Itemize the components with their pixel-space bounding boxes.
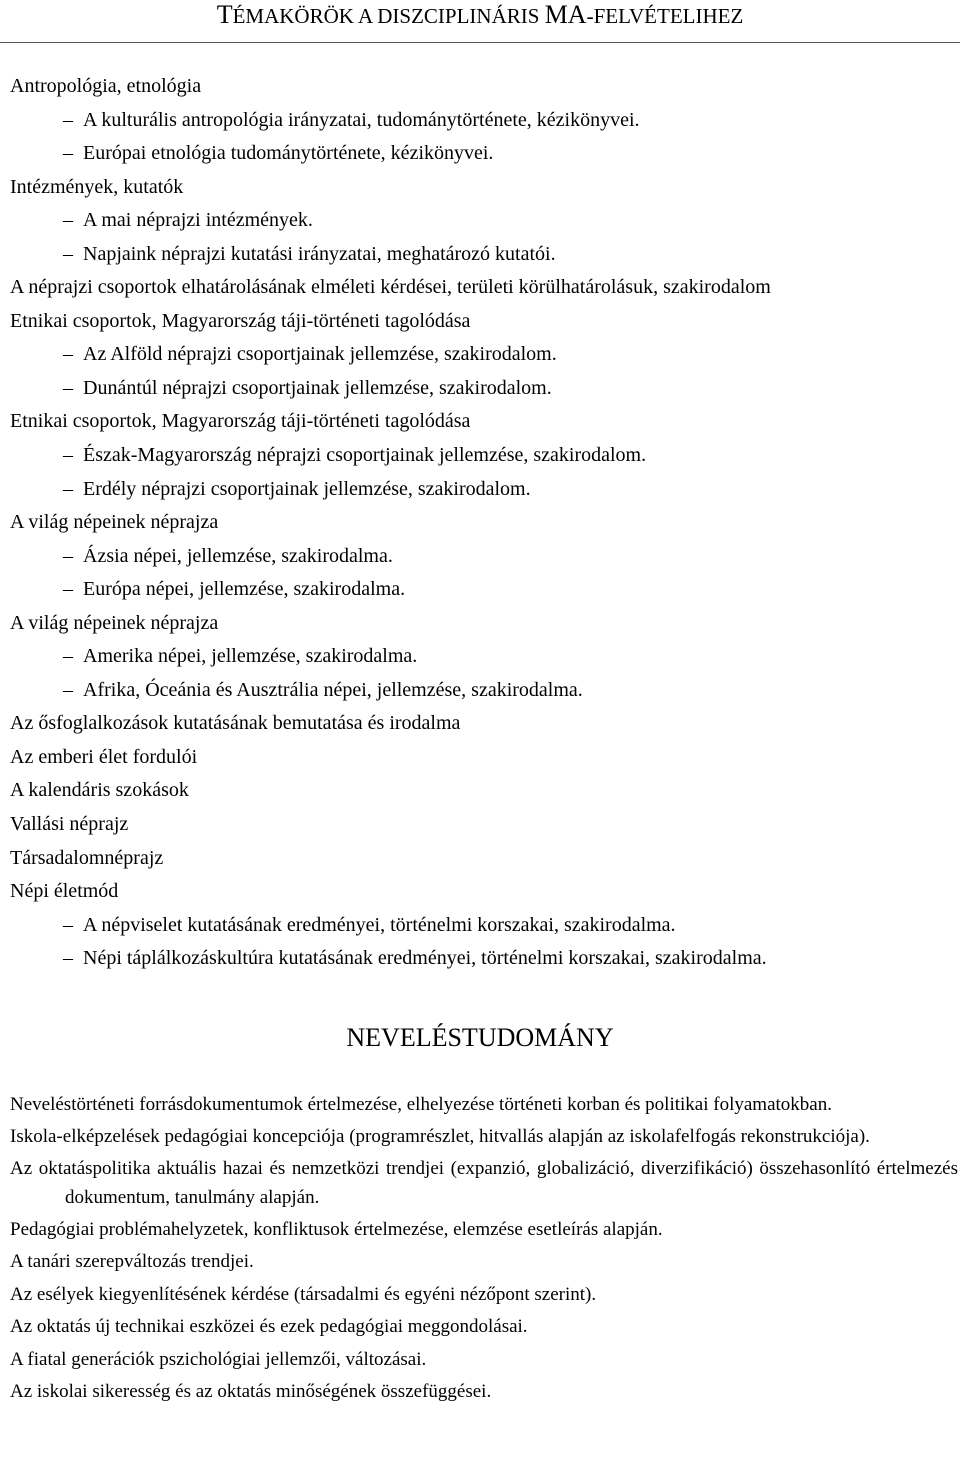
page-title [0, 0, 960, 31]
topic-heading [10, 405, 955, 439]
topic-heading [10, 842, 955, 876]
topic-text: Amerika népei, jellemzése, szakirodalma. [83, 645, 418, 668]
topic-heading [10, 607, 955, 641]
title-ma: MA [544, 0, 587, 29]
topic-subitem [10, 540, 955, 574]
education-topic-item: Neveléstörténeti forrásdokumentumok értelmezése, elhelyezése történeti korban és politikai folyamatokban. [10, 1094, 832, 1115]
topic-text: Antropológia, etnológia [10, 75, 202, 97]
topic-text: A néprajzi csoportok elhatárolásának elméleti kérdései, területi körülhatárolásuk, szakirodalom [10, 276, 771, 299]
dash-bullet: – [63, 444, 73, 467]
topic-text: Társadalomnéprajz [10, 846, 164, 869]
dash-bullet: – [63, 544, 73, 567]
topic-text: Intézmények, kutatók [10, 175, 184, 198]
dash-bullet: – [63, 209, 73, 232]
topic-heading [10, 506, 955, 540]
dash-bullet: – [63, 678, 73, 701]
section-title: NEVELÉSTUDOMÁNY [346, 1023, 614, 1052]
topic-subitem [10, 372, 955, 406]
topic-subitem [10, 909, 955, 943]
education-topic-item: A tanári szerepváltozás trendjei. [10, 1251, 254, 1273]
dash-bullet: – [63, 142, 73, 165]
dash-bullet: – [63, 578, 73, 601]
topic-text: A világ népeinek néprajza [10, 611, 219, 634]
topic-subitem [10, 640, 955, 674]
topic-subitem [10, 338, 955, 372]
topic-text: Az emberi élet fordulói [10, 745, 198, 768]
topic-heading [10, 707, 955, 741]
topic-text: Napjaink néprajzi kutatási irányzatai, meghatározó kutatói. [83, 242, 556, 265]
education-topic-item: Iskola-elképzelések pedagógiai koncepciója (programrészlet, hitvallás alapján az iskolafelfogás rekonstrukciója). [10, 1126, 870, 1147]
topic-text: Észak-Magyarország néprajzi csoportjainak jellemzése, szakirodalom. [83, 444, 647, 467]
topic-text: Etnikai csoportok, Magyarország táji-történeti tagolódása [10, 410, 471, 433]
topic-subitem [10, 942, 955, 976]
page-header [0, 0, 960, 44]
topic-list [10, 70, 955, 976]
title-suffix: -FELVÉTELIHEZ [586, 4, 744, 28]
education-topic-item: Pedagógiai problémahelyzetek, konfliktusok értelmezése, elemzése esetleírás alapján. [10, 1219, 663, 1240]
dash-bullet: – [63, 645, 73, 668]
topic-text: Afrika, Óceánia és Ausztrália népei, jellemzése, szakirodalma. [83, 678, 583, 701]
topic-text: Az Alföld néprajzi csoportjainak jellemzése, szakirodalom. [83, 343, 557, 366]
topic-subitem [10, 573, 955, 607]
topic-heading [10, 305, 955, 339]
topic-text: Az ősfoglalkozások kutatásának bemutatása és irodalma [10, 712, 461, 735]
education-topic-item: Az oktatás új technikai eszközei és ezek pedagógiai meggondolásai. [10, 1316, 528, 1338]
topic-text: Erdély néprajzi csoportjainak jellemzése, szakirodalom. [83, 477, 531, 500]
topic-subitem [10, 674, 955, 708]
education-topic-list [10, 1090, 958, 1409]
topic-subitem [10, 238, 955, 272]
topic-text: Etnikai csoportok, Magyarország táji-történeti tagolódása [10, 309, 471, 332]
topic-text: A mai néprajzi intézmények. [83, 209, 313, 232]
topic-text: A kalendáris szokások [10, 779, 189, 802]
topic-text: Népi táplálkozáskultúra kutatásának eredményei, történelmi korszakai, szakirodalma. [83, 947, 767, 970]
topic-subitem [10, 439, 955, 473]
topic-subitem [10, 104, 955, 138]
topic-text: Ázsia népei, jellemzése, szakirodalma. [83, 544, 393, 567]
topic-text: Európai etnológia tudománytörténete, kézikönyvei. [83, 142, 494, 165]
topic-subitem [10, 473, 955, 507]
dash-bullet: – [63, 242, 73, 265]
topic-text: Dunántúl néprajzi csoportjainak jellemzése, szakirodalom. [83, 376, 552, 399]
title-initial: T [216, 0, 233, 29]
topic-heading [10, 171, 955, 205]
topic-text: A kulturális antropológia irányzatai, tudománytörténete, kézikönyvei. [83, 108, 640, 131]
topic-heading [10, 741, 955, 775]
topic-text: A világ népeinek néprajza [10, 511, 219, 534]
dash-bullet: – [63, 108, 73, 131]
title-body: ÉMAKÖRÖK A DISZCIPLINÁRIS [232, 4, 545, 28]
dash-bullet: – [63, 913, 73, 936]
education-topic-item: Az iskolai sikeresség és az oktatás minőségének összefüggései. [10, 1380, 492, 1402]
topic-heading [10, 271, 955, 305]
dash-bullet: – [63, 477, 73, 500]
header-divider [0, 42, 960, 43]
topic-heading [10, 875, 955, 909]
dash-bullet: – [63, 343, 73, 366]
topic-text: A népviselet kutatásának eredményei, történelmi korszakai, szakirodalma. [83, 913, 676, 936]
education-topic-item: Az oktatáspolitika aktuális hazai és nemzetközi trendjei (expanzió, globalizáció, diverzifikáció) összehasonlító értelmezés dokumentum, tanulmány alapján. [10, 1158, 958, 1208]
topic-heading [10, 70, 955, 104]
topic-subitem [10, 137, 955, 171]
topic-subitem [10, 204, 955, 238]
topic-text: Vallási néprajz [10, 813, 129, 836]
topic-text: Népi életmód [10, 880, 119, 903]
topic-heading [10, 774, 955, 808]
topic-heading [10, 808, 955, 842]
dash-bullet: – [63, 376, 73, 399]
education-topic-item: A fiatal generációk pszichológiai jellemzői, változásai. [10, 1348, 427, 1370]
dash-bullet: – [63, 947, 73, 970]
topic-text: Európa népei, jellemzése, szakirodalma. [83, 578, 406, 601]
education-topic-item: Az esélyek kiegyenlítésének kérdése (társadalmi és egyéni nézőpont szerint). [10, 1283, 597, 1305]
